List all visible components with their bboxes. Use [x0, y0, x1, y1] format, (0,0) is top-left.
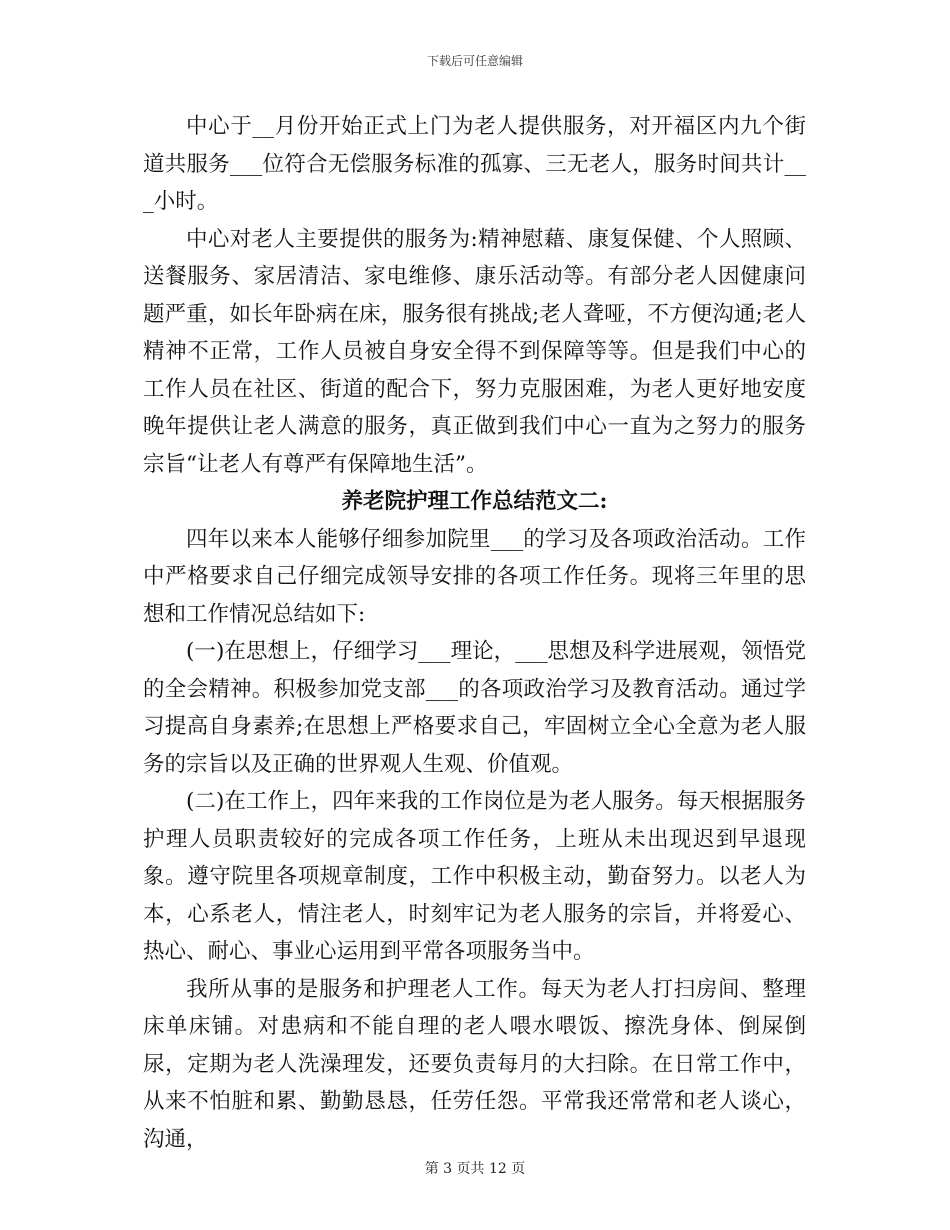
header-note: 下载后可任意编辑	[426, 54, 523, 68]
paragraph: 中心对老人主要提供的服务为:精神慰藉、康复保健、个人照顾、送餐服务、家居清洁、家电维修、康乐活动等。有部分老人因健康问题严重，如长年卧病在床，服务很有挑战;老人聋哑，不方便沟通;老人精神不正常，工作人员被自身安全得不到保障等等。但是我们中心的工作人员在社区、街道的配合下，努力克服困难，为老人更好地安度晚年提供让老人满意的服务，真正做到我们中心一直为之努力的服务宗旨“让老人有尊严有保障地生活”。	[143, 226, 806, 477]
document-body	[143, 108, 806, 1158]
paragraph: 中心于__月份开始正式上门为老人提供服务，对开福区内九个街道共服务___位符合无偿服务标准的孤寡、三无老人，服务时间共计___小时。	[143, 114, 806, 214]
section-title: 养老院护理工作总结范文二:	[341, 489, 608, 514]
paragraph: (一)在思想上，仔细学习___理论，___思想及科学进展观，领悟党的全会精神。积极参加党支部___的各项政治学习及教育活动。通过学习提高自身素养;在思想上严格要求自己，牢固树立全心全意为老人服务的宗旨以及正确的世界观人生观、价值观。	[143, 639, 806, 777]
paragraph: (二)在工作上，四年来我的工作岗位是为老人服务。每天根据服务护理人员职责较好的完成各项工作任务，上班从未出现迟到早退现象。遵守院里各项规章制度，工作中积极主动，勤奋努力。以老人为本，心系老人，情注老人，时刻牢记为老人服务的宗旨，并将爱心、热心、耐心、事业心运用到平常各项服务当中。	[143, 789, 806, 964]
paragraph: 我所从事的是服务和护理老人工作。每天为老人打扫房间、整理床单床铺。对患病和不能自理的老人喂水喂饭、擦洗身体、倒屎倒尿，定期为老人洗澡理发，还要负责每月的大扫除。在日常工作中，从来不怕脏和累、勤勤恳恳，任劳任怨。平常我还常常和老人谈心，沟通，	[143, 976, 806, 1152]
paragraph: 四年以来本人能够仔细参加院里___的学习及各项政治活动。工作中严格要求自己仔细完成领导安排的各项工作任务。现将三年里的思想和工作情况总结如下:	[143, 526, 806, 627]
page-number: 第 3 页共 12 页	[424, 1161, 526, 1177]
